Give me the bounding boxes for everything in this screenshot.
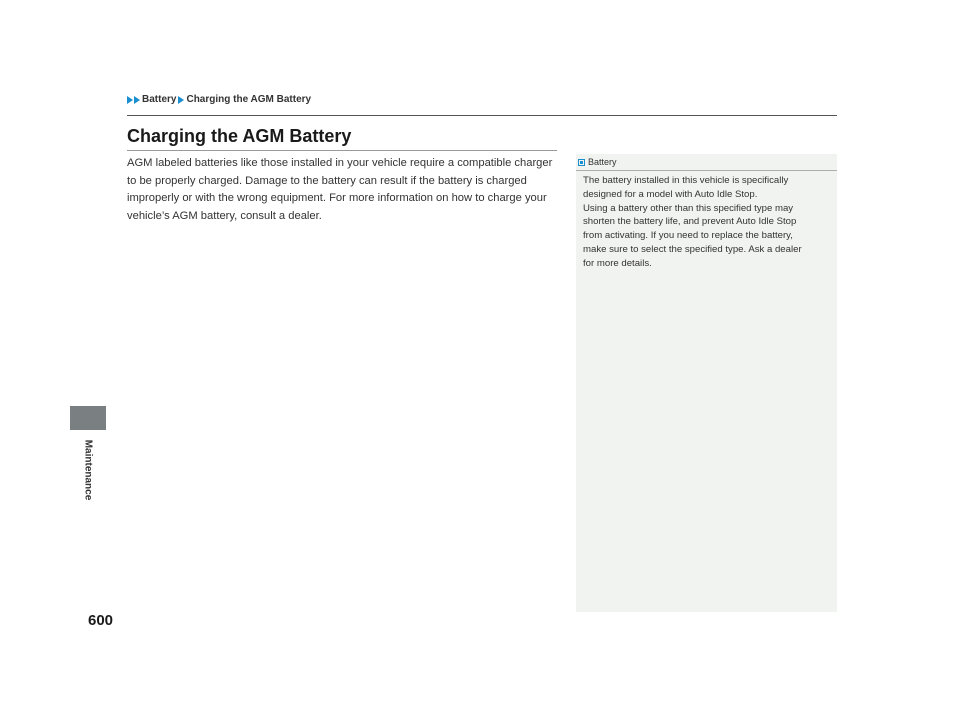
breadcrumb-item-battery[interactable]: Battery <box>142 94 177 105</box>
body-paragraph: AGM labeled batteries like those installed in your vehicle require a compatible charger to be properly charged. Damage to the battery can result if the battery is charged improperly or with the wrong equipment. For more information on how to charge your vehicle’s AGM battery, consult a dealer. <box>127 157 553 222</box>
breadcrumb-arrow-icon <box>134 96 140 104</box>
page-title: Charging the AGM Battery <box>127 126 352 146</box>
side-note-line: for more details. <box>583 257 652 269</box>
breadcrumb <box>127 94 313 105</box>
side-note-line: The battery installed in this vehicle is specifically <box>583 175 789 186</box>
chapter-label: Maintenance <box>82 439 94 501</box>
side-note-header <box>576 154 837 171</box>
side-note-line: Using a battery other than this specified type may <box>583 202 794 214</box>
note-reference-icon <box>578 159 585 166</box>
breadcrumb-arrow-icon <box>127 96 133 104</box>
side-note-line: shorten the battery life, and prevent Auto Idle Stop <box>583 216 797 228</box>
chapter-tab[interactable] <box>70 406 106 430</box>
breadcrumb-arrow-icon <box>178 96 184 104</box>
side-note-line: designed for a model with Auto Idle Stop. <box>583 188 758 200</box>
page-number: 600 <box>88 612 114 629</box>
header-divider <box>127 115 837 116</box>
title-divider <box>127 150 557 151</box>
side-note-text <box>583 174 831 271</box>
side-note <box>576 154 837 612</box>
side-note-title: Battery <box>588 157 617 167</box>
breadcrumb-item-charging[interactable]: Charging the AGM Battery <box>186 94 312 105</box>
side-note-line: make sure to select the specified type. Ask a dealer <box>583 243 802 255</box>
side-note-line: from activating. If you need to replace the battery, <box>583 230 793 242</box>
